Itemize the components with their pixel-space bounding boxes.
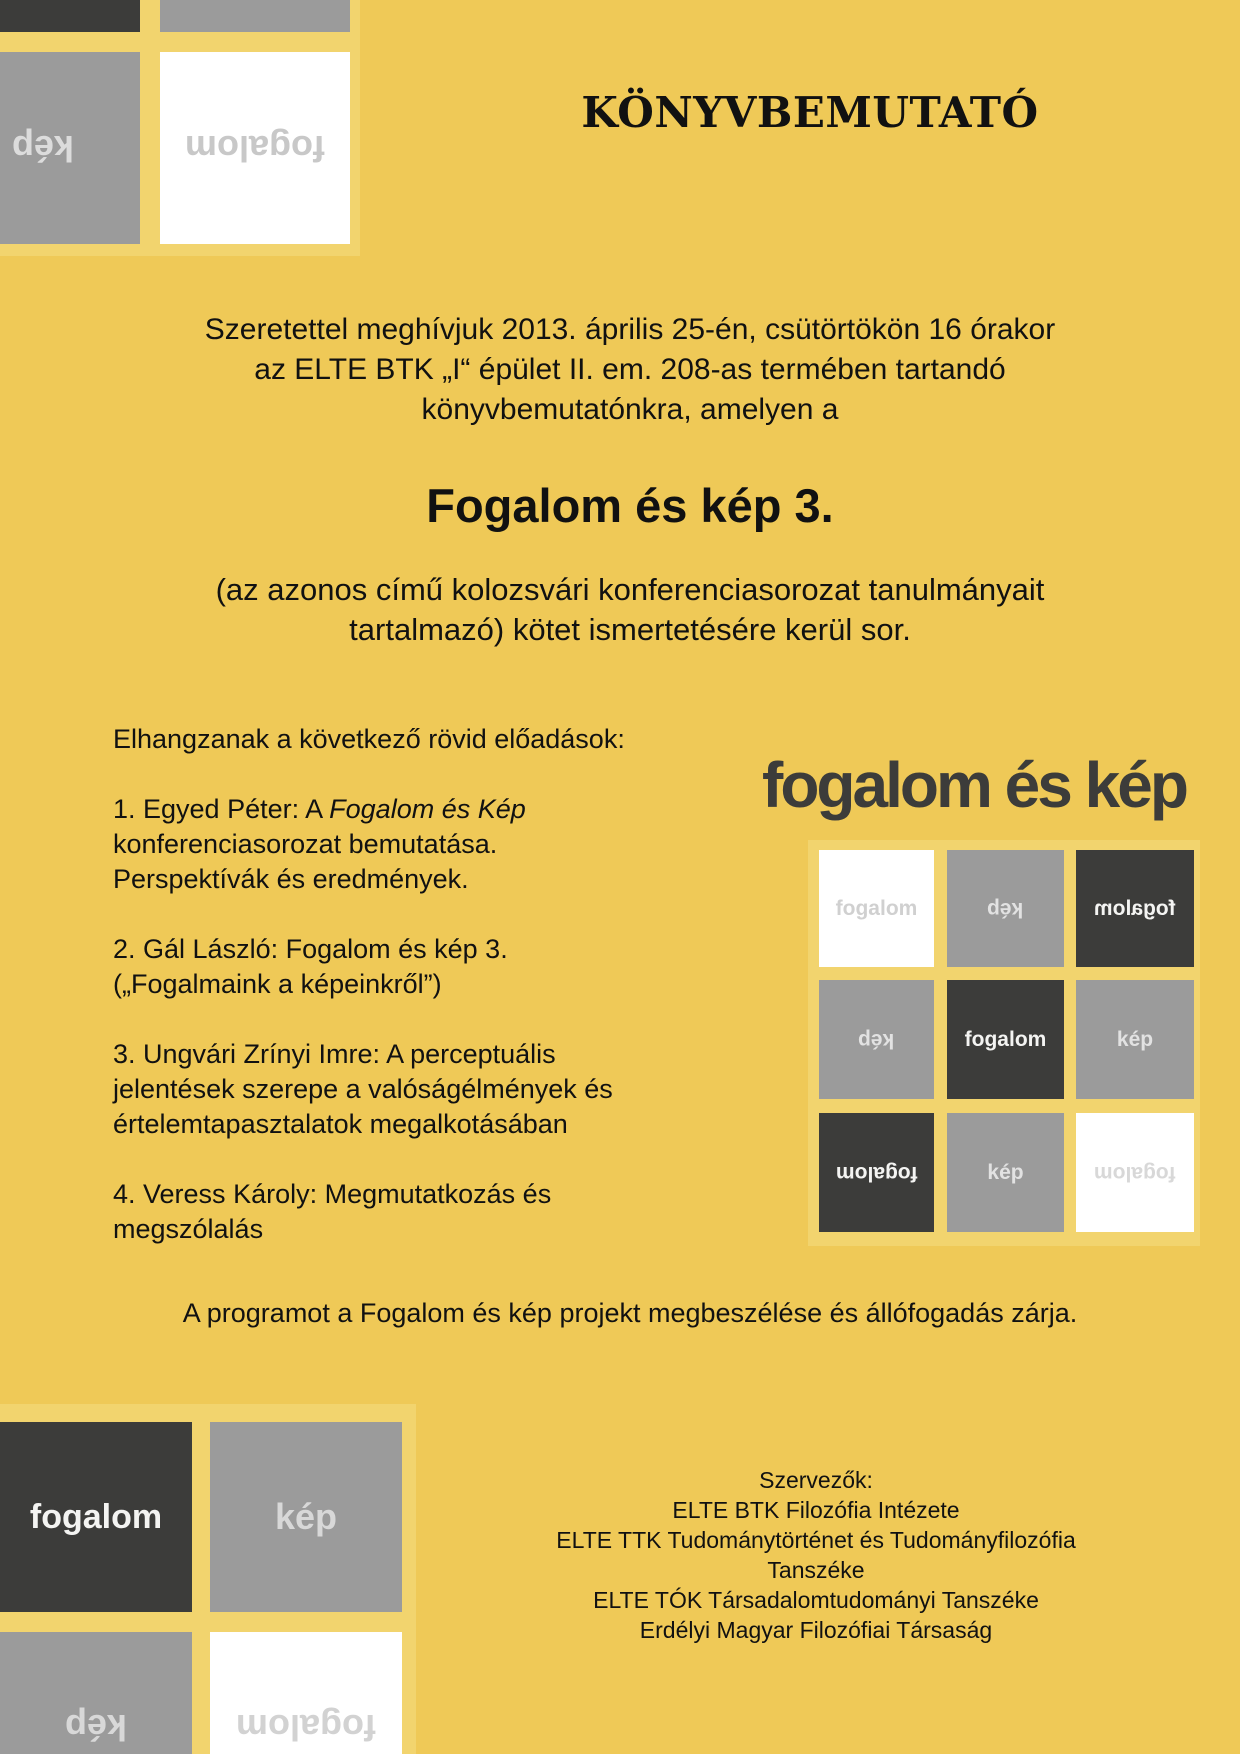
logo-tile-r3c3: fogalom (1076, 1113, 1194, 1232)
logo-tile-r2c2: fogalom (947, 980, 1064, 1099)
organizer-2: ELTE TTK Tudománytörténet és Tudományfilozófia (556, 1527, 1076, 1553)
organizers (520, 1465, 1112, 1645)
book-title: Fogalom és kép 3. (426, 479, 834, 532)
talk-3: 3. Ungvári Zrínyi Imre: A perceptuális jelentések szerepe a valóságélmények és értelemtapasztalatok megalkotásában (113, 1039, 613, 1139)
talks-heading: Elhangzanak a következő rövid előadások: (113, 724, 625, 754)
organizer-1: ELTE BTK Filozófia Intézete (672, 1497, 960, 1523)
top-left-tile-gray-strip (160, 0, 350, 32)
subtitle-line-1: (az azonos című kolozsvári konferenciasorozat tanulmányait (215, 572, 1045, 607)
top-left-tile-fogalom: fogalom (160, 52, 350, 244)
talks-list (113, 722, 713, 1247)
page-title: KÖNYVBEMUTATÓ (581, 88, 1039, 137)
logo-tile-r1c1: fogalom (819, 850, 934, 967)
logo-tile-r2c1: kép (819, 980, 934, 1099)
bottom-left-tile-kep-flipped: kép (0, 1632, 192, 1754)
talk-2: 2. Gál László: Fogalom és kép 3. („Fogalmaink a képeinkről”) (113, 934, 508, 999)
logo-tile-r1c3: fogalom (1076, 850, 1194, 967)
logo-tile-r2c3: kép (1076, 980, 1194, 1099)
talk-1-italic-title: Fogalom és Kép (329, 794, 526, 824)
talk-4: 4. Veress Károly: Megmutatkozás és megszólalás (113, 1179, 552, 1244)
bottom-left-tile-fogalom-flipped: fogalom (210, 1632, 402, 1754)
logo-tile-r1c2: kép (947, 850, 1064, 967)
organizers-heading: Szervezők: (759, 1467, 873, 1493)
intro-line-2: az ELTE BTK „I“ épület II. em. 208-as termében tartandó (254, 353, 1006, 386)
bottom-left-tile-fogalom: fogalom (0, 1422, 192, 1612)
closing-note: A programot a Fogalom és kép projekt megbeszélése és állófogadás zárja. (182, 1298, 1078, 1328)
intro-line-1: Szeretettel meghívjuk 2013. április 25-én, csütörtökön 16 órakor (204, 313, 1056, 346)
bottom-left-tile-kep: kép (210, 1422, 402, 1612)
book-subtitle (130, 570, 1130, 650)
logo-tile-r3c2: kép (947, 1113, 1064, 1232)
subtitle-line-2: tartalmazó) kötet ismertetésére kerül sor. (349, 612, 911, 647)
organizer-3: ELTE TÓK Társadalomtudományi Tanszéke (593, 1587, 1039, 1613)
top-left-tile-kep: kép (0, 52, 140, 244)
organizer-2-cont: Tanszéke (767, 1557, 865, 1583)
intro-paragraph (130, 310, 1130, 430)
talk-1: 1. Egyed Péter: A Fogalom és Kép konferenciasorozat bemutatása. Perspektívák és eredmények. (113, 794, 526, 894)
logo-wordmark: fogalom és kép (762, 749, 1186, 821)
logo-tile-r3c1: fogalom (819, 1113, 934, 1232)
organizer-4: Erdélyi Magyar Filozófiai Társaság (639, 1617, 993, 1643)
intro-line-3: könyvbemutatónkra, amelyen a (421, 393, 839, 426)
top-left-tile-dark (0, 0, 140, 32)
